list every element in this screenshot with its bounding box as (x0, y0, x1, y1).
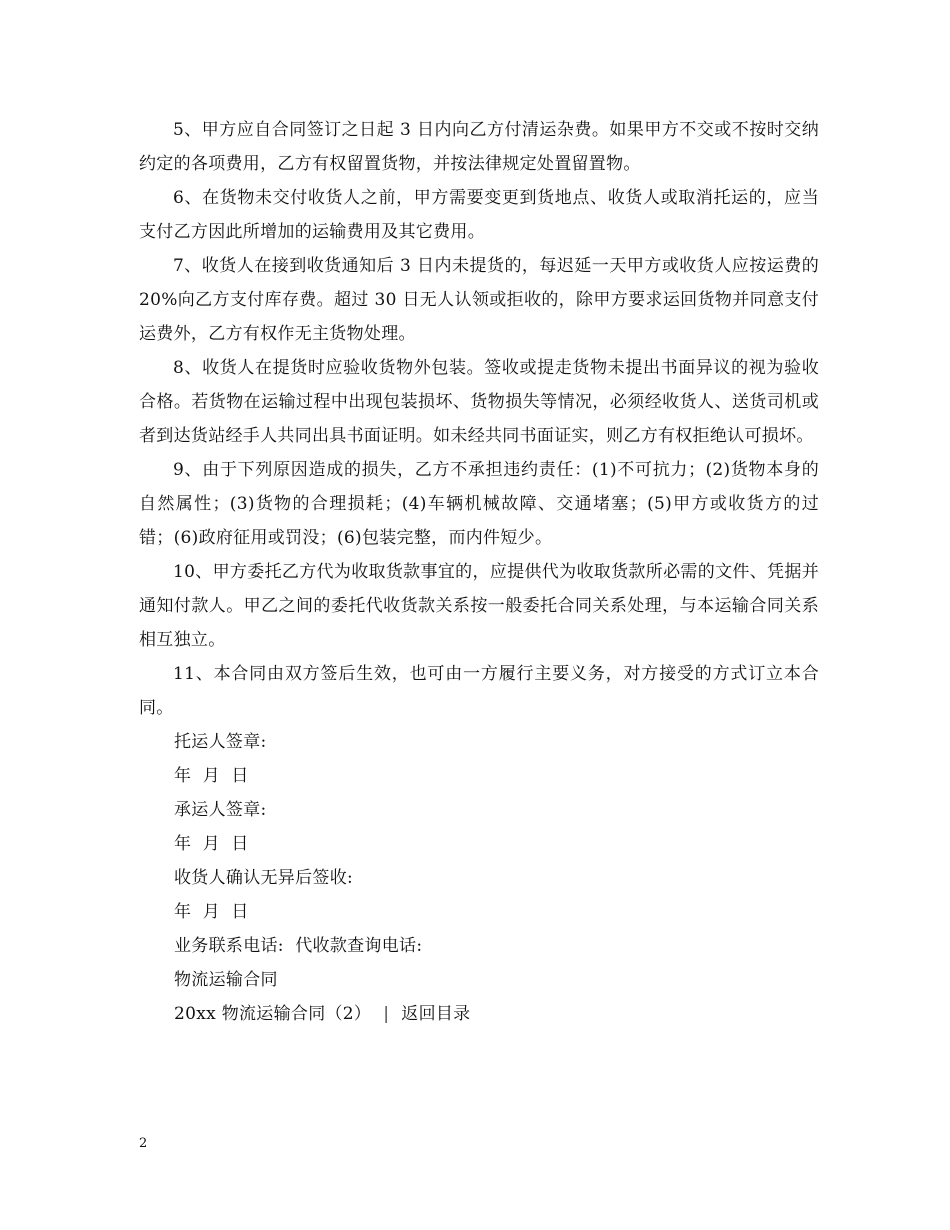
document-body (139, 113, 819, 1031)
footer-links (139, 997, 819, 1031)
clause-5: 5、甲方应自合同签订之日起 3 日内向乙方付清运杂费。如果甲方不交或不按时交纳约定的各项费用，乙方有权留置货物，并按法律规定处置留置物。 (139, 120, 819, 174)
clause-11: 11、本合同由双方签后生效，也可由一方履行主要义务，对方接受的方式订立本合同。 (139, 664, 819, 718)
clause-6: 6、在货物未交付收货人之前，甲方需要变更到货地点、收货人或取消托运的，应当支付乙方因此所增加的运输费用及其它费用。 (139, 188, 819, 242)
clause-8: 8、收货人在提货时应验收货物外包装。签收或提走货物未提出书面异议的视为验收合格。若货物在运输过程中出现包装损坏、货物损失等情况，必须经收货人、送货司机或者到达货站经手人共同出具书面证明。如未经共同书面证实，则乙方有权拒绝认可损坏。 (139, 358, 819, 446)
consignee-signature-date: 年 月 日 (174, 902, 249, 922)
carrier-signature-date: 年 月 日 (174, 834, 249, 854)
shipper-signature-label: 托运人签章: (174, 732, 267, 752)
document-title-footer: 物流运输合同 (174, 970, 278, 990)
clause-10: 10、甲方委托乙方代为收取货款事宜的，应提供代为收取货款所必需的文件、凭据并通知付款人。甲乙之间的委托代收货款关系按一般委托合同关系处理，与本运输合同关系相互独立。 (139, 562, 819, 650)
carrier-signature-label: 承运人签章: (174, 800, 267, 820)
shipper-signature-date: 年 月 日 (174, 766, 249, 786)
contact-phones: 业务联系电话: 代收款查询电话: (174, 936, 423, 956)
link-separator: | (383, 1004, 390, 1024)
consignee-signature-label: 收货人确认无异后签收: (174, 868, 354, 888)
clause-7: 7、收货人在接到收货通知后 3 日内未提货的，每迟延一天甲方或收货人应按运费的 20%向乙方支付库存费。超过 30 日无人认领或拒收的，除甲方要求运回货物并同意支付运费外，乙方有权作无主货物处理。 (139, 256, 819, 344)
related-contract-link[interactable]: 20xx 物流运输合同（2） (174, 1004, 372, 1024)
clause-9: 9、由于下列原因造成的损失，乙方不承担违约责任：(1)不可抗力；(2)货物本身的自然属性；(3)货物的合理损耗；(4)车辆机械故障、交通堵塞；(5)甲方或收货方的过错；(6)政府征用或罚没；(6)包装完整，而内件短少。 (139, 460, 819, 548)
page-number: 2 (139, 1136, 148, 1151)
back-to-contents-link[interactable]: 返回目录 (401, 1004, 471, 1024)
